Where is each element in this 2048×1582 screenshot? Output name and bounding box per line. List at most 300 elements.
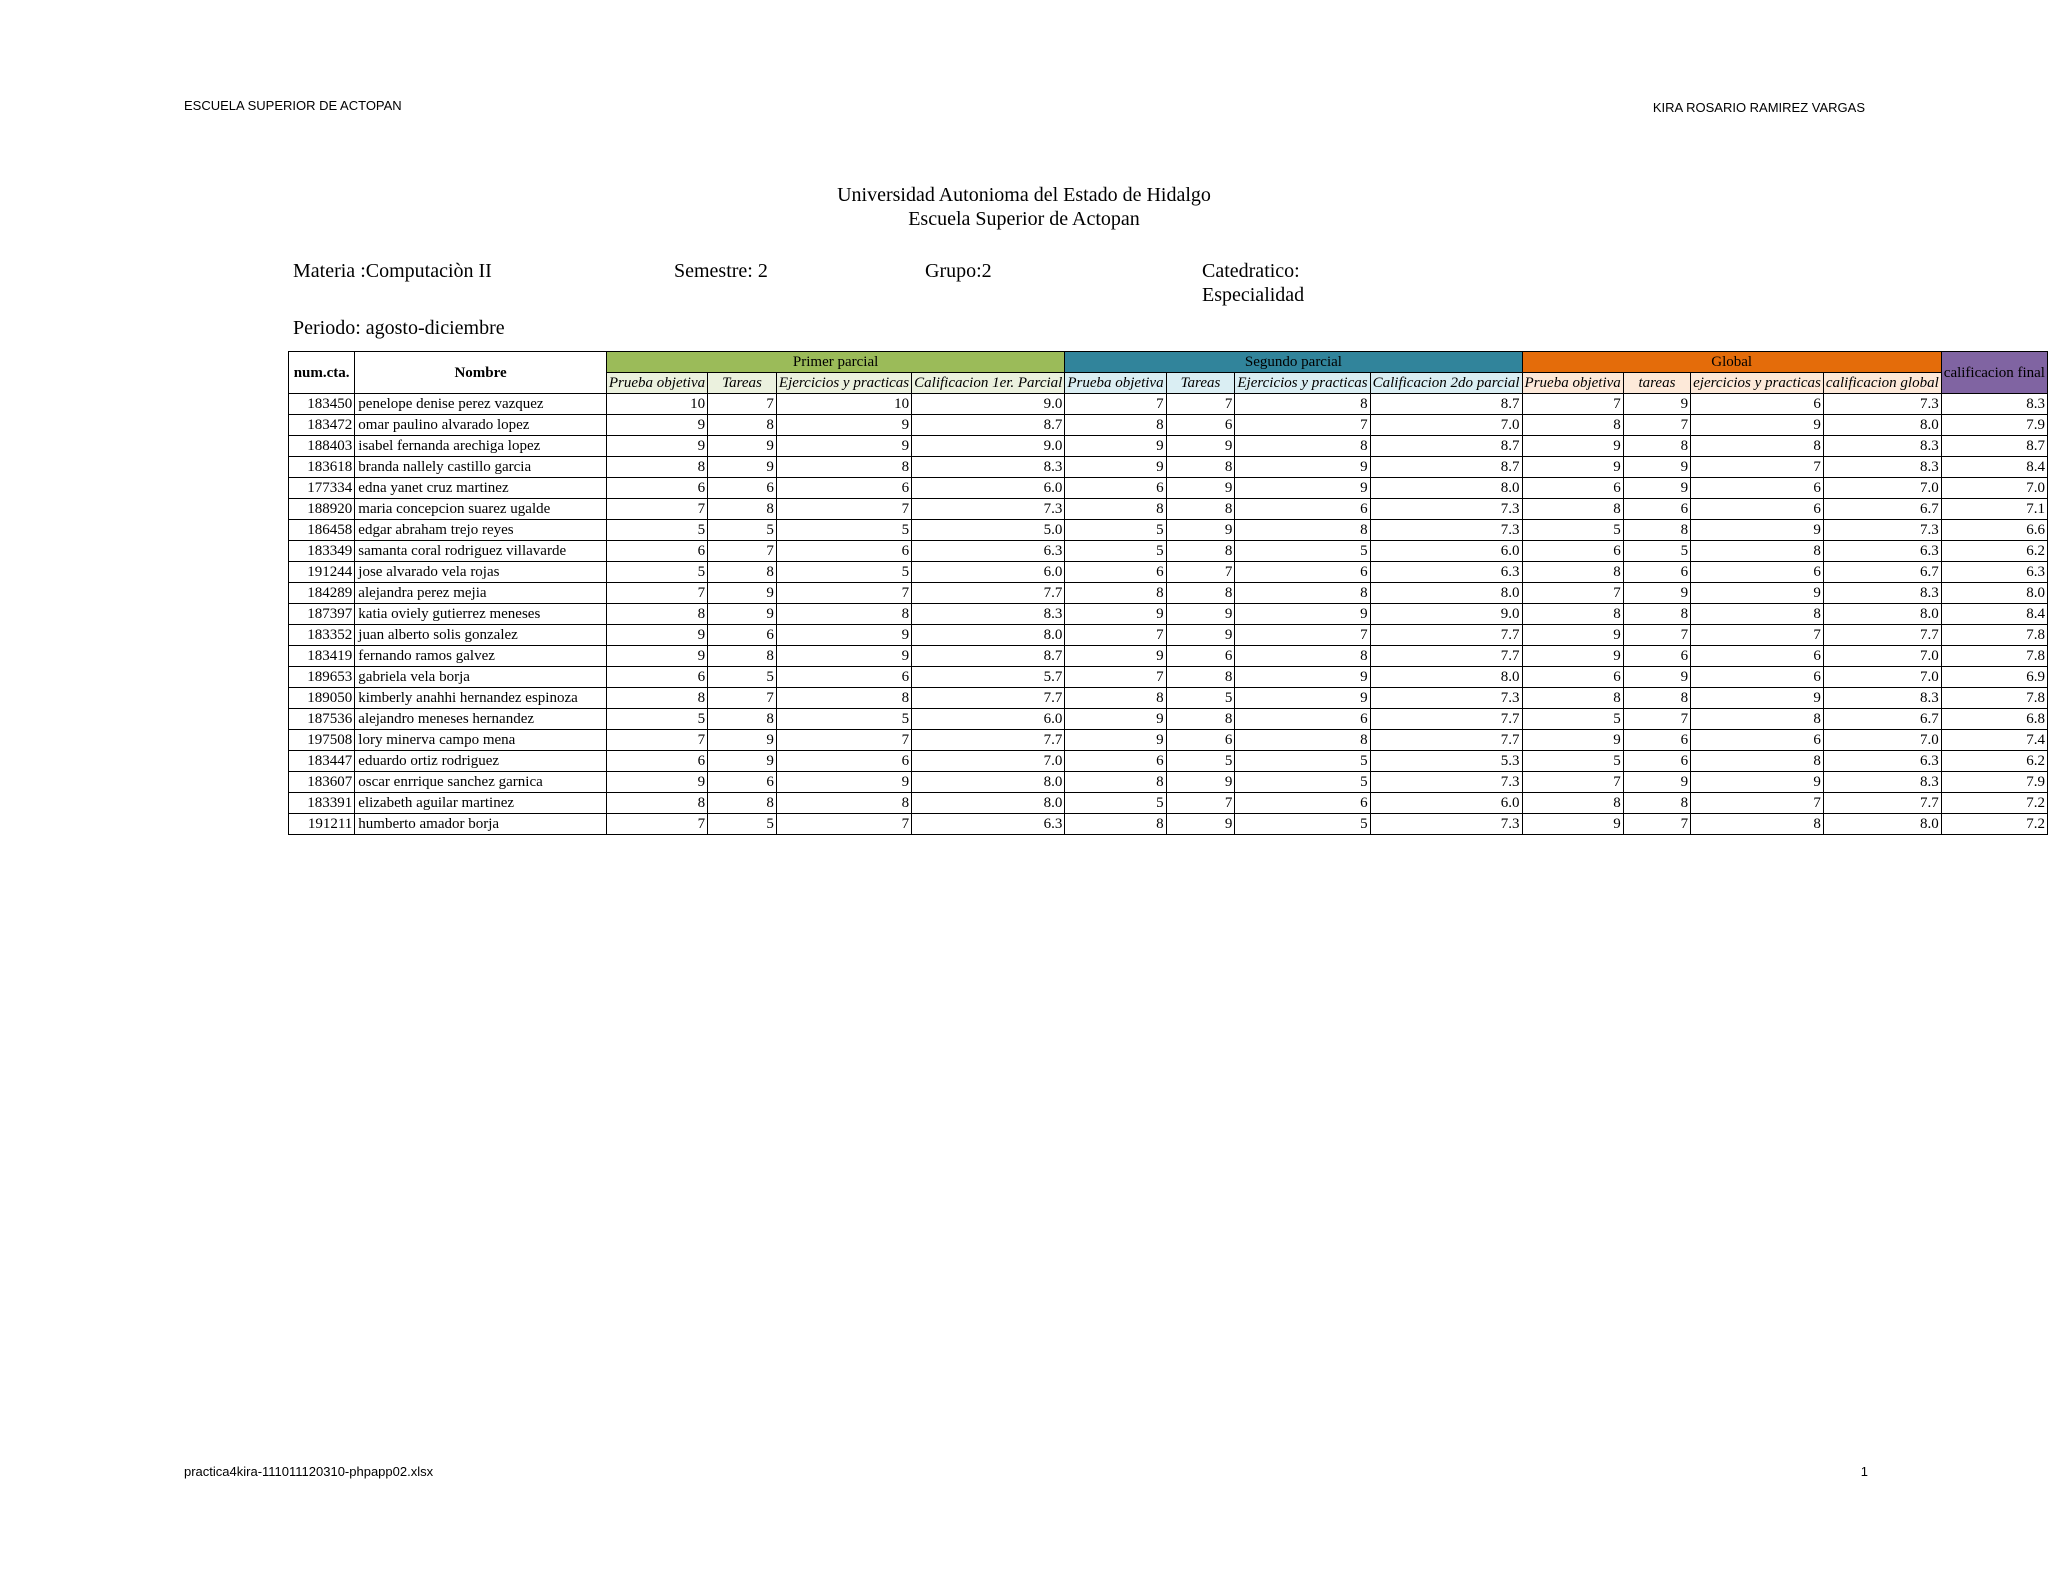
cell-g-calificacion: 7.7 bbox=[1823, 793, 1941, 814]
cell-p1-prueba: 5 bbox=[606, 520, 707, 541]
catedratico-label: Catedratico: bbox=[1202, 260, 1300, 282]
cell-g-calificacion: 8.0 bbox=[1823, 814, 1941, 835]
cell-p2-calificacion: 8.0 bbox=[1370, 478, 1522, 499]
cell-p1-calificacion: 8.0 bbox=[912, 625, 1065, 646]
cell-calificacion-final: 6.8 bbox=[1941, 709, 2047, 730]
header-g-ejercicios: ejercicios y practicas bbox=[1691, 373, 1824, 394]
cell-p1-tareas: 9 bbox=[708, 730, 777, 751]
cell-p2-ejercicios: 9 bbox=[1235, 478, 1370, 499]
cell-p1-tareas: 6 bbox=[708, 772, 777, 793]
cell-p1-tareas: 8 bbox=[708, 646, 777, 667]
cell-calificacion-final: 7.8 bbox=[1941, 688, 2047, 709]
cell-p2-tareas: 7 bbox=[1166, 394, 1235, 415]
cell-p1-ejercicios: 8 bbox=[776, 793, 911, 814]
cell-p2-tareas: 6 bbox=[1166, 646, 1235, 667]
page-header-author: KIRA ROSARIO RAMIREZ VARGAS bbox=[1652, 100, 1865, 115]
cell-g-tareas: 8 bbox=[1623, 520, 1690, 541]
cell-p1-calificacion: 6.0 bbox=[912, 562, 1065, 583]
cell-p2-ejercicios: 5 bbox=[1235, 541, 1370, 562]
cell-p2-prueba: 8 bbox=[1065, 814, 1166, 835]
cell-p2-ejercicios: 8 bbox=[1235, 730, 1370, 751]
cell-calificacion-final: 7.9 bbox=[1941, 415, 2047, 436]
table-row bbox=[289, 394, 2048, 415]
cell-p2-ejercicios: 9 bbox=[1235, 688, 1370, 709]
cell-p2-ejercicios: 8 bbox=[1235, 520, 1370, 541]
cell-p1-calificacion: 7.7 bbox=[912, 730, 1065, 751]
cell-num-cta: 177334 bbox=[289, 478, 355, 499]
header-nombre: Nombre bbox=[355, 352, 607, 394]
header-segundo-parcial: Segundo parcial bbox=[1065, 352, 1522, 373]
cell-g-calificacion: 7.0 bbox=[1823, 667, 1941, 688]
cell-g-prueba: 9 bbox=[1522, 646, 1623, 667]
cell-p1-prueba: 8 bbox=[606, 688, 707, 709]
cell-calificacion-final: 7.8 bbox=[1941, 646, 2047, 667]
cell-g-prueba: 7 bbox=[1522, 772, 1623, 793]
cell-p1-tareas: 8 bbox=[708, 709, 777, 730]
cell-g-ejercicios: 6 bbox=[1691, 646, 1824, 667]
cell-p1-ejercicios: 5 bbox=[776, 520, 911, 541]
cell-num-cta: 191244 bbox=[289, 562, 355, 583]
cell-g-tareas: 8 bbox=[1623, 688, 1690, 709]
cell-num-cta: 183450 bbox=[289, 394, 355, 415]
cell-g-tareas: 7 bbox=[1623, 709, 1690, 730]
cell-p1-ejercicios: 7 bbox=[776, 730, 911, 751]
cell-calificacion-final: 8.4 bbox=[1941, 457, 2047, 478]
cell-num-cta: 197508 bbox=[289, 730, 355, 751]
cell-p1-tareas: 8 bbox=[708, 415, 777, 436]
header-g-prueba: Prueba objetiva bbox=[1522, 373, 1623, 394]
materia-label: Materia :Computaciòn II bbox=[293, 260, 492, 282]
cell-g-calificacion: 8.0 bbox=[1823, 604, 1941, 625]
cell-g-calificacion: 8.3 bbox=[1823, 688, 1941, 709]
cell-p1-calificacion: 8.0 bbox=[912, 772, 1065, 793]
cell-calificacion-final: 7.2 bbox=[1941, 793, 2047, 814]
cell-p2-calificacion: 7.3 bbox=[1370, 520, 1522, 541]
cell-g-prueba: 8 bbox=[1522, 415, 1623, 436]
cell-p1-prueba: 6 bbox=[606, 478, 707, 499]
cell-num-cta: 188920 bbox=[289, 499, 355, 520]
table-row bbox=[289, 478, 2048, 499]
cell-nombre: alejandra perez mejia bbox=[355, 583, 607, 604]
cell-g-prueba: 9 bbox=[1522, 730, 1623, 751]
cell-p2-prueba: 5 bbox=[1065, 520, 1166, 541]
cell-num-cta: 191211 bbox=[289, 814, 355, 835]
cell-nombre: samanta coral rodriguez villavarde bbox=[355, 541, 607, 562]
table-row bbox=[289, 709, 2048, 730]
cell-calificacion-final: 8.4 bbox=[1941, 604, 2047, 625]
cell-p2-tareas: 5 bbox=[1166, 688, 1235, 709]
cell-p2-prueba: 6 bbox=[1065, 751, 1166, 772]
cell-p2-ejercicios: 8 bbox=[1235, 583, 1370, 604]
table-row bbox=[289, 499, 2048, 520]
cell-p2-tareas: 9 bbox=[1166, 625, 1235, 646]
cell-p1-tareas: 5 bbox=[708, 667, 777, 688]
cell-g-prueba: 8 bbox=[1522, 499, 1623, 520]
cell-p1-calificacion: 8.3 bbox=[912, 457, 1065, 478]
cell-p1-tareas: 6 bbox=[708, 478, 777, 499]
cell-p2-calificacion: 6.0 bbox=[1370, 541, 1522, 562]
cell-p1-tareas: 5 bbox=[708, 520, 777, 541]
cell-calificacion-final: 6.2 bbox=[1941, 541, 2047, 562]
cell-p1-prueba: 9 bbox=[606, 415, 707, 436]
cell-p1-calificacion: 6.3 bbox=[912, 541, 1065, 562]
cell-p1-ejercicios: 9 bbox=[776, 646, 911, 667]
cell-g-ejercicios: 6 bbox=[1691, 730, 1824, 751]
cell-g-prueba: 5 bbox=[1522, 709, 1623, 730]
cell-p2-prueba: 8 bbox=[1065, 688, 1166, 709]
cell-p1-ejercicios: 6 bbox=[776, 541, 911, 562]
cell-g-calificacion: 8.3 bbox=[1823, 457, 1941, 478]
cell-nombre: maria concepcion suarez ugalde bbox=[355, 499, 607, 520]
header-p1-tareas: Tareas bbox=[708, 373, 777, 394]
cell-nombre: humberto amador borja bbox=[355, 814, 607, 835]
cell-calificacion-final: 7.8 bbox=[1941, 625, 2047, 646]
cell-g-prueba: 7 bbox=[1522, 394, 1623, 415]
cell-g-tareas: 9 bbox=[1623, 772, 1690, 793]
cell-p2-tareas: 9 bbox=[1166, 478, 1235, 499]
cell-p1-prueba: 9 bbox=[606, 772, 707, 793]
cell-p2-ejercicios: 7 bbox=[1235, 625, 1370, 646]
cell-p2-tareas: 9 bbox=[1166, 604, 1235, 625]
cell-p1-calificacion: 9.0 bbox=[912, 436, 1065, 457]
cell-p2-calificacion: 7.7 bbox=[1370, 646, 1522, 667]
school-title: Escuela Superior de Actopan bbox=[908, 208, 1140, 230]
cell-p2-prueba: 9 bbox=[1065, 436, 1166, 457]
cell-nombre: eduardo ortiz rodriguez bbox=[355, 751, 607, 772]
footer-filename: practica4kira-111011120310-phpapp02.xlsx bbox=[184, 1464, 434, 1479]
cell-p2-prueba: 8 bbox=[1065, 772, 1166, 793]
cell-p1-ejercicios: 5 bbox=[776, 562, 911, 583]
cell-g-tareas: 8 bbox=[1623, 793, 1690, 814]
cell-num-cta: 183447 bbox=[289, 751, 355, 772]
cell-p2-prueba: 9 bbox=[1065, 730, 1166, 751]
cell-p1-prueba: 7 bbox=[606, 499, 707, 520]
cell-p2-calificacion: 7.7 bbox=[1370, 730, 1522, 751]
cell-p2-prueba: 9 bbox=[1065, 457, 1166, 478]
cell-nombre: branda nallely castillo garcia bbox=[355, 457, 607, 478]
cell-p1-calificacion: 6.0 bbox=[912, 709, 1065, 730]
cell-p1-prueba: 9 bbox=[606, 436, 707, 457]
cell-p1-tareas: 9 bbox=[708, 604, 777, 625]
cell-p1-prueba: 6 bbox=[606, 751, 707, 772]
cell-nombre: edgar abraham trejo reyes bbox=[355, 520, 607, 541]
cell-g-ejercicios: 9 bbox=[1691, 520, 1824, 541]
cell-calificacion-final: 7.1 bbox=[1941, 499, 2047, 520]
cell-p1-prueba: 7 bbox=[606, 730, 707, 751]
cell-g-calificacion: 7.0 bbox=[1823, 730, 1941, 751]
cell-g-ejercicios: 6 bbox=[1691, 562, 1824, 583]
cell-g-ejercicios: 7 bbox=[1691, 793, 1824, 814]
cell-p1-calificacion: 7.0 bbox=[912, 751, 1065, 772]
cell-p2-tareas: 7 bbox=[1166, 793, 1235, 814]
cell-p2-prueba: 9 bbox=[1065, 709, 1166, 730]
cell-nombre: isabel fernanda arechiga lopez bbox=[355, 436, 607, 457]
cell-g-tareas: 6 bbox=[1623, 562, 1690, 583]
cell-p2-prueba: 9 bbox=[1065, 604, 1166, 625]
header-p1-ejercicios: Ejercicios y practicas bbox=[776, 373, 911, 394]
header-p2-ejercicios: Ejercicios y practicas bbox=[1235, 373, 1370, 394]
cell-g-tareas: 6 bbox=[1623, 730, 1690, 751]
cell-g-ejercicios: 9 bbox=[1691, 688, 1824, 709]
cell-g-ejercicios: 9 bbox=[1691, 583, 1824, 604]
cell-g-calificacion: 6.3 bbox=[1823, 751, 1941, 772]
cell-p2-prueba: 6 bbox=[1065, 562, 1166, 583]
cell-p1-calificacion: 7.7 bbox=[912, 688, 1065, 709]
cell-num-cta: 183472 bbox=[289, 415, 355, 436]
cell-p2-calificacion: 6.3 bbox=[1370, 562, 1522, 583]
cell-p1-tareas: 9 bbox=[708, 583, 777, 604]
cell-g-prueba: 6 bbox=[1522, 478, 1623, 499]
cell-p1-tareas: 8 bbox=[708, 793, 777, 814]
cell-p2-prueba: 7 bbox=[1065, 667, 1166, 688]
cell-g-prueba: 8 bbox=[1522, 688, 1623, 709]
cell-p2-calificacion: 5.3 bbox=[1370, 751, 1522, 772]
cell-p1-tareas: 5 bbox=[708, 814, 777, 835]
cell-p2-calificacion: 7.3 bbox=[1370, 814, 1522, 835]
cell-num-cta: 187397 bbox=[289, 604, 355, 625]
cell-p2-tareas: 7 bbox=[1166, 562, 1235, 583]
cell-calificacion-final: 7.0 bbox=[1941, 478, 2047, 499]
cell-g-ejercicios: 8 bbox=[1691, 436, 1824, 457]
cell-g-prueba: 6 bbox=[1522, 667, 1623, 688]
cell-p1-tareas: 9 bbox=[708, 457, 777, 478]
cell-g-prueba: 9 bbox=[1522, 457, 1623, 478]
cell-g-calificacion: 7.7 bbox=[1823, 625, 1941, 646]
cell-p1-tareas: 9 bbox=[708, 751, 777, 772]
cell-p2-tareas: 8 bbox=[1166, 457, 1235, 478]
cell-g-ejercicios: 7 bbox=[1691, 625, 1824, 646]
cell-p1-prueba: 6 bbox=[606, 541, 707, 562]
cell-nombre: lory minerva campo mena bbox=[355, 730, 607, 751]
cell-p1-calificacion: 6.0 bbox=[912, 478, 1065, 499]
cell-calificacion-final: 6.6 bbox=[1941, 520, 2047, 541]
grupo-label: Grupo:2 bbox=[925, 260, 992, 282]
cell-g-ejercicios: 6 bbox=[1691, 667, 1824, 688]
table-row bbox=[289, 751, 2048, 772]
cell-p1-tareas: 7 bbox=[708, 394, 777, 415]
cell-p1-calificacion: 8.3 bbox=[912, 604, 1065, 625]
header-primer-parcial: Primer parcial bbox=[606, 352, 1064, 373]
cell-calificacion-final: 8.7 bbox=[1941, 436, 2047, 457]
cell-p1-tareas: 8 bbox=[708, 499, 777, 520]
cell-p1-prueba: 8 bbox=[606, 793, 707, 814]
cell-g-prueba: 9 bbox=[1522, 436, 1623, 457]
cell-nombre: alejandro meneses hernandez bbox=[355, 709, 607, 730]
cell-p1-prueba: 8 bbox=[606, 457, 707, 478]
header-p1-calificacion: Calificacion 1er. Parcial bbox=[912, 373, 1065, 394]
cell-p2-ejercicios: 6 bbox=[1235, 709, 1370, 730]
page-header-school: ESCUELA SUPERIOR DE ACTOPAN bbox=[184, 98, 402, 113]
cell-p1-ejercicios: 7 bbox=[776, 583, 911, 604]
cell-g-tareas: 7 bbox=[1623, 625, 1690, 646]
cell-g-calificacion: 8.3 bbox=[1823, 436, 1941, 457]
cell-g-ejercicios: 8 bbox=[1691, 709, 1824, 730]
cell-p1-calificacion: 8.0 bbox=[912, 793, 1065, 814]
cell-g-tareas: 6 bbox=[1623, 499, 1690, 520]
cell-p1-prueba: 5 bbox=[606, 709, 707, 730]
cell-g-calificacion: 6.3 bbox=[1823, 541, 1941, 562]
cell-p2-tareas: 5 bbox=[1166, 751, 1235, 772]
cell-p1-calificacion: 8.7 bbox=[912, 646, 1065, 667]
cell-calificacion-final: 7.2 bbox=[1941, 814, 2047, 835]
cell-p1-ejercicios: 6 bbox=[776, 478, 911, 499]
cell-calificacion-final: 7.9 bbox=[1941, 772, 2047, 793]
cell-nombre: kimberly anahhi hernandez espinoza bbox=[355, 688, 607, 709]
cell-g-calificacion: 8.3 bbox=[1823, 772, 1941, 793]
cell-p2-prueba: 5 bbox=[1065, 541, 1166, 562]
header-global: Global bbox=[1522, 352, 1941, 373]
cell-g-calificacion: 6.7 bbox=[1823, 709, 1941, 730]
cell-g-prueba: 6 bbox=[1522, 541, 1623, 562]
cell-p2-calificacion: 7.3 bbox=[1370, 688, 1522, 709]
cell-p2-tareas: 9 bbox=[1166, 520, 1235, 541]
cell-num-cta: 184289 bbox=[289, 583, 355, 604]
cell-g-ejercicios: 7 bbox=[1691, 457, 1824, 478]
cell-p1-ejercicios: 10 bbox=[776, 394, 911, 415]
cell-p2-ejercicios: 9 bbox=[1235, 604, 1370, 625]
cell-p1-tareas: 7 bbox=[708, 541, 777, 562]
cell-p1-ejercicios: 8 bbox=[776, 688, 911, 709]
cell-p1-tareas: 8 bbox=[708, 562, 777, 583]
cell-p1-calificacion: 5.0 bbox=[912, 520, 1065, 541]
cell-g-prueba: 8 bbox=[1522, 793, 1623, 814]
cell-g-ejercicios: 9 bbox=[1691, 772, 1824, 793]
semestre-label: Semestre: 2 bbox=[674, 260, 768, 282]
cell-g-calificacion: 6.7 bbox=[1823, 562, 1941, 583]
cell-p2-ejercicios: 7 bbox=[1235, 415, 1370, 436]
grades-table bbox=[288, 351, 2048, 835]
cell-p2-ejercicios: 5 bbox=[1235, 814, 1370, 835]
cell-g-tareas: 7 bbox=[1623, 415, 1690, 436]
cell-g-calificacion: 7.0 bbox=[1823, 478, 1941, 499]
footer-page-number: 1 bbox=[1860, 1464, 1868, 1479]
cell-p1-tareas: 6 bbox=[708, 625, 777, 646]
table-row bbox=[289, 562, 2048, 583]
cell-p2-tareas: 9 bbox=[1166, 772, 1235, 793]
cell-p1-ejercicios: 7 bbox=[776, 499, 911, 520]
table-row bbox=[289, 457, 2048, 478]
cell-g-calificacion: 7.3 bbox=[1823, 520, 1941, 541]
cell-num-cta: 183419 bbox=[289, 646, 355, 667]
cell-p1-ejercicios: 5 bbox=[776, 709, 911, 730]
cell-p2-ejercicios: 6 bbox=[1235, 562, 1370, 583]
cell-g-prueba: 5 bbox=[1522, 751, 1623, 772]
cell-p2-ejercicios: 6 bbox=[1235, 793, 1370, 814]
cell-g-tareas: 6 bbox=[1623, 646, 1690, 667]
cell-p2-ejercicios: 5 bbox=[1235, 772, 1370, 793]
header-num-cta: num.cta. bbox=[289, 352, 355, 394]
cell-p1-prueba: 10 bbox=[606, 394, 707, 415]
cell-p1-ejercicios: 9 bbox=[776, 772, 911, 793]
cell-g-calificacion: 7.0 bbox=[1823, 646, 1941, 667]
cell-g-prueba: 7 bbox=[1522, 583, 1623, 604]
cell-p2-tareas: 8 bbox=[1166, 667, 1235, 688]
table-row bbox=[289, 541, 2048, 562]
cell-calificacion-final: 6.9 bbox=[1941, 667, 2047, 688]
cell-nombre: elizabeth aguilar martinez bbox=[355, 793, 607, 814]
cell-num-cta: 183352 bbox=[289, 625, 355, 646]
cell-p2-ejercicios: 9 bbox=[1235, 457, 1370, 478]
cell-num-cta: 187536 bbox=[289, 709, 355, 730]
cell-p2-calificacion: 6.0 bbox=[1370, 793, 1522, 814]
cell-p2-tareas: 6 bbox=[1166, 415, 1235, 436]
cell-g-prueba: 9 bbox=[1522, 625, 1623, 646]
cell-calificacion-final: 6.2 bbox=[1941, 751, 2047, 772]
cell-p2-tareas: 8 bbox=[1166, 583, 1235, 604]
cell-p1-prueba: 9 bbox=[606, 625, 707, 646]
cell-p2-prueba: 9 bbox=[1065, 646, 1166, 667]
cell-nombre: katia oviely gutierrez meneses bbox=[355, 604, 607, 625]
table-row bbox=[289, 730, 2048, 751]
cell-p1-ejercicios: 9 bbox=[776, 436, 911, 457]
cell-num-cta: 189050 bbox=[289, 688, 355, 709]
table-row bbox=[289, 604, 2048, 625]
cell-nombre: edna yanet cruz martinez bbox=[355, 478, 607, 499]
cell-g-ejercicios: 6 bbox=[1691, 394, 1824, 415]
cell-p1-calificacion: 6.3 bbox=[912, 814, 1065, 835]
cell-num-cta: 183618 bbox=[289, 457, 355, 478]
cell-g-ejercicios: 9 bbox=[1691, 415, 1824, 436]
table-row bbox=[289, 646, 2048, 667]
cell-g-tareas: 9 bbox=[1623, 667, 1690, 688]
cell-calificacion-final: 8.0 bbox=[1941, 583, 2047, 604]
cell-p2-tareas: 6 bbox=[1166, 730, 1235, 751]
cell-nombre: omar paulino alvarado lopez bbox=[355, 415, 607, 436]
cell-p1-ejercicios: 7 bbox=[776, 814, 911, 835]
table-row bbox=[289, 772, 2048, 793]
cell-g-ejercicios: 8 bbox=[1691, 814, 1824, 835]
cell-g-ejercicios: 6 bbox=[1691, 499, 1824, 520]
cell-p2-ejercicios: 9 bbox=[1235, 667, 1370, 688]
cell-nombre: juan alberto solis gonzalez bbox=[355, 625, 607, 646]
cell-p2-calificacion: 8.0 bbox=[1370, 583, 1522, 604]
cell-p2-prueba: 8 bbox=[1065, 583, 1166, 604]
cell-p2-tareas: 8 bbox=[1166, 499, 1235, 520]
cell-g-calificacion: 6.7 bbox=[1823, 499, 1941, 520]
cell-g-prueba: 5 bbox=[1522, 520, 1623, 541]
cell-num-cta: 189653 bbox=[289, 667, 355, 688]
cell-g-tareas: 8 bbox=[1623, 604, 1690, 625]
cell-p1-ejercicios: 8 bbox=[776, 604, 911, 625]
cell-num-cta: 183349 bbox=[289, 541, 355, 562]
cell-p2-tareas: 9 bbox=[1166, 814, 1235, 835]
cell-p2-calificacion: 8.7 bbox=[1370, 436, 1522, 457]
cell-g-tareas: 9 bbox=[1623, 394, 1690, 415]
cell-p1-ejercicios: 6 bbox=[776, 751, 911, 772]
cell-p1-ejercicios: 8 bbox=[776, 457, 911, 478]
cell-nombre: oscar enrrique sanchez garnica bbox=[355, 772, 607, 793]
cell-g-tareas: 8 bbox=[1623, 436, 1690, 457]
table-row bbox=[289, 415, 2048, 436]
cell-p1-calificacion: 8.7 bbox=[912, 415, 1065, 436]
cell-nombre: gabriela vela borja bbox=[355, 667, 607, 688]
grades-body bbox=[289, 394, 2048, 835]
cell-p2-ejercicios: 8 bbox=[1235, 436, 1370, 457]
cell-p2-ejercicios: 8 bbox=[1235, 646, 1370, 667]
header-p2-prueba: Prueba objetiva bbox=[1065, 373, 1166, 394]
cell-p2-calificacion: 7.3 bbox=[1370, 499, 1522, 520]
cell-p2-calificacion: 8.7 bbox=[1370, 394, 1522, 415]
cell-g-tareas: 5 bbox=[1623, 541, 1690, 562]
cell-p1-tareas: 7 bbox=[708, 688, 777, 709]
cell-g-prueba: 9 bbox=[1522, 814, 1623, 835]
table-row bbox=[289, 667, 2048, 688]
cell-p2-calificacion: 7.3 bbox=[1370, 772, 1522, 793]
cell-p2-calificacion: 7.7 bbox=[1370, 709, 1522, 730]
cell-p1-prueba: 9 bbox=[606, 646, 707, 667]
cell-p2-calificacion: 7.0 bbox=[1370, 415, 1522, 436]
cell-p2-prueba: 6 bbox=[1065, 478, 1166, 499]
